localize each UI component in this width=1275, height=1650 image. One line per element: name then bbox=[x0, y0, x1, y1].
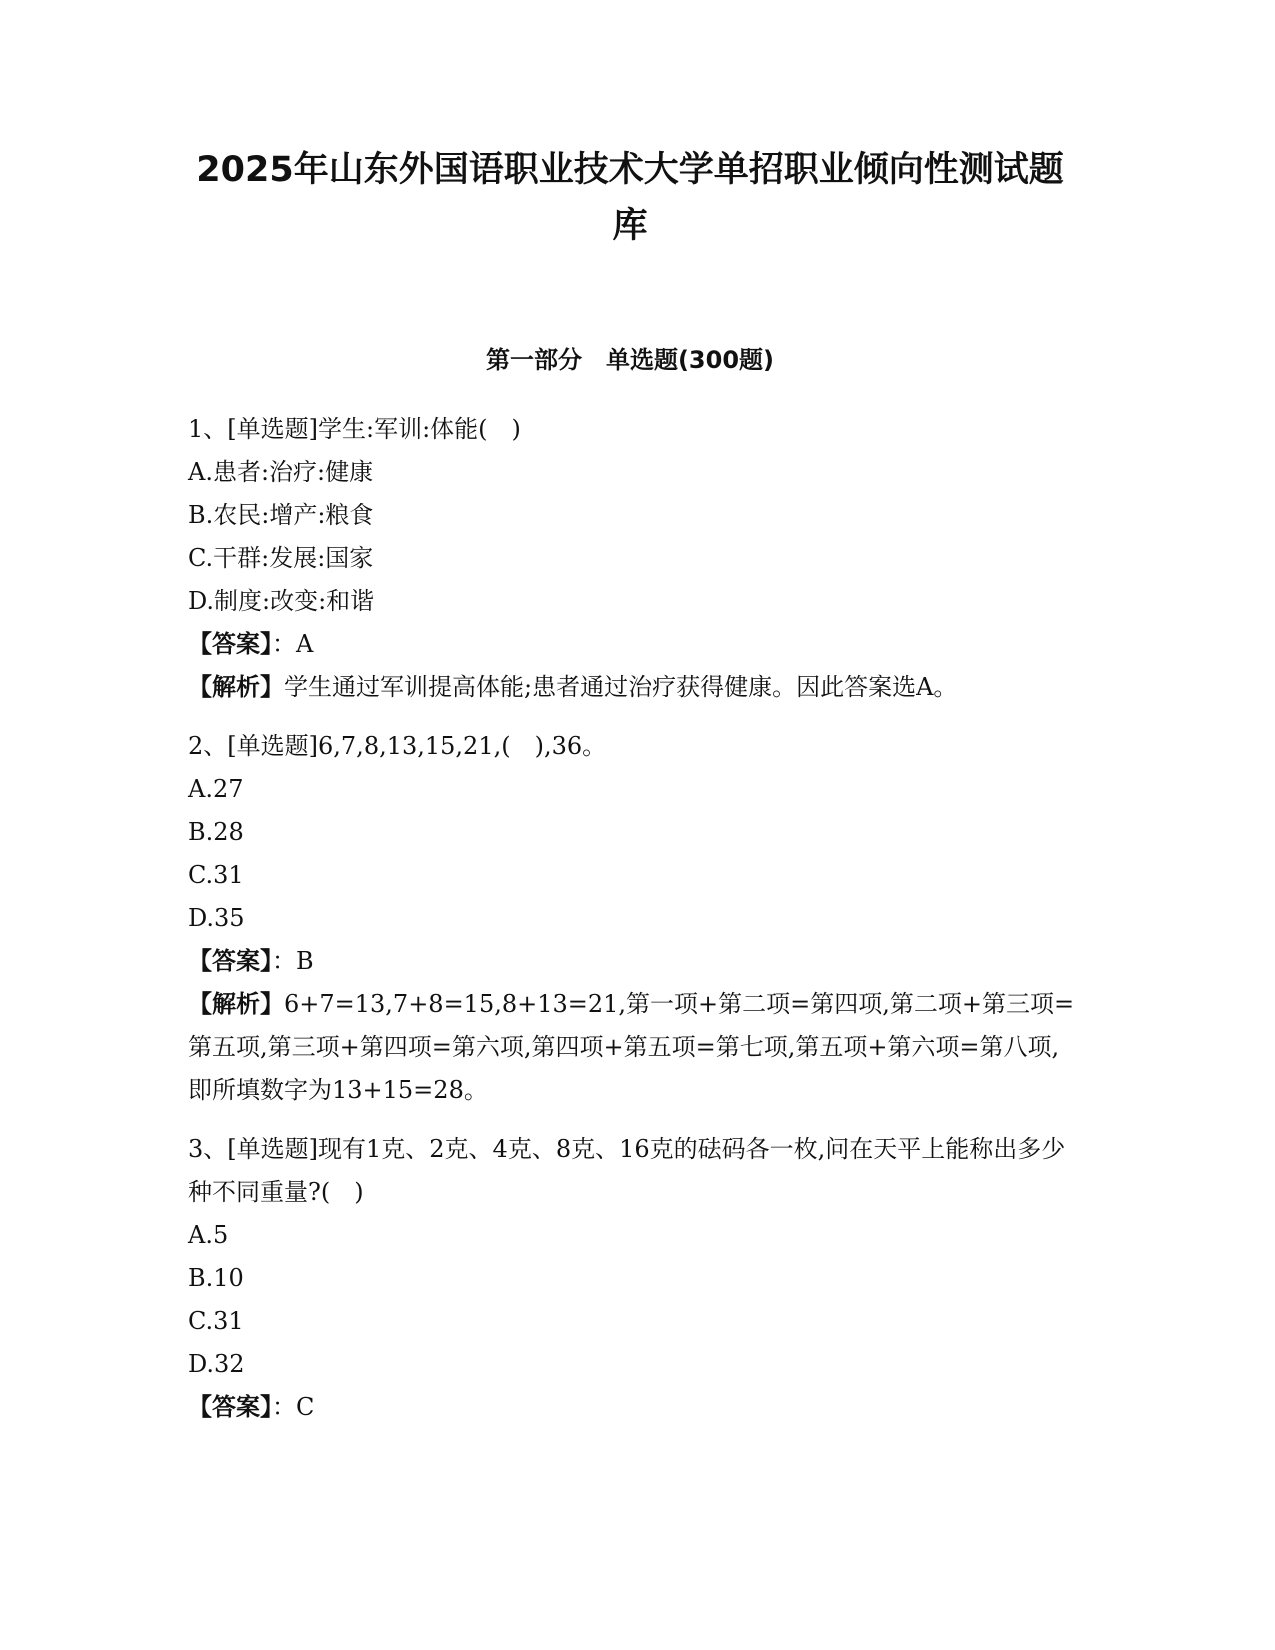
option-b: B.农民:增产:粮食 bbox=[188, 501, 374, 529]
question-type: [单选题] bbox=[227, 415, 319, 443]
answer-label: 【答案】 bbox=[188, 947, 272, 975]
question-stem bbox=[188, 1128, 1078, 1214]
question-stem bbox=[188, 408, 1078, 451]
question-type: [单选题] bbox=[227, 732, 319, 760]
analysis-label: 【解析】 bbox=[188, 673, 284, 701]
answer-value: ：C bbox=[272, 1393, 315, 1421]
question-number: 3、 bbox=[188, 1135, 228, 1163]
option-d: D.35 bbox=[188, 904, 245, 932]
answer-label: 【答案】 bbox=[188, 1393, 272, 1421]
option-c: C.31 bbox=[188, 861, 244, 889]
document-title: 2025年山东外国语职业技术大学单招职业倾向性测试题库 bbox=[196, 150, 1064, 246]
section-title: 第一部分 单选题(300题) bbox=[485, 346, 775, 374]
question-1 bbox=[188, 408, 1078, 709]
answer-value: ：B bbox=[272, 947, 314, 975]
option-a: A.27 bbox=[188, 775, 244, 803]
analysis-line bbox=[188, 983, 1078, 1112]
analysis-label: 【解析】 bbox=[188, 990, 284, 1018]
question-list bbox=[188, 408, 1078, 1445]
question-text: 学生:军训:体能( ) bbox=[318, 415, 521, 443]
option-a: A.5 bbox=[188, 1221, 229, 1249]
answer-line bbox=[188, 940, 1078, 983]
option-b: B.10 bbox=[188, 1264, 244, 1292]
question-stem bbox=[188, 725, 1078, 768]
option-b: B.28 bbox=[188, 818, 244, 846]
option-c: C.31 bbox=[188, 1307, 244, 1335]
analysis-line bbox=[188, 666, 1078, 709]
question-2 bbox=[188, 725, 1078, 1112]
analysis-text: 学生通过军训提高体能;患者通过治疗获得健康。因此答案选A。 bbox=[284, 673, 958, 701]
answer-label: 【答案】 bbox=[188, 630, 272, 658]
option-c: C.干群:发展:国家 bbox=[188, 544, 374, 572]
option-d: D.制度:改变:和谐 bbox=[188, 587, 375, 615]
option-a: A.患者:治疗:健康 bbox=[188, 458, 374, 486]
question-number: 2、 bbox=[188, 732, 228, 760]
question-number: 1、 bbox=[188, 415, 228, 443]
question-text: 6,7,8,13,15,21,( ),36。 bbox=[318, 732, 607, 760]
analysis-text: 6+7=13,7+8=15,8+13=21,第一项+第二项=第四项,第二项+第三项=第五项,第三项+第四项=第六项,第四项+第五项=第七项,第五项+第六项=第八项,即所填数字为13+15=28。 bbox=[188, 990, 1075, 1104]
answer-line bbox=[188, 623, 1078, 666]
answer-line bbox=[188, 1386, 1078, 1429]
question-3 bbox=[188, 1128, 1078, 1429]
option-d: D.32 bbox=[188, 1350, 245, 1378]
question-type: [单选题] bbox=[227, 1135, 319, 1163]
answer-value: ：A bbox=[272, 630, 314, 658]
question-text: 现有1克、2克、4克、8克、16克的砝码各一枚,问在天平上能称出多少种不同重量?( ) bbox=[188, 1135, 1066, 1206]
